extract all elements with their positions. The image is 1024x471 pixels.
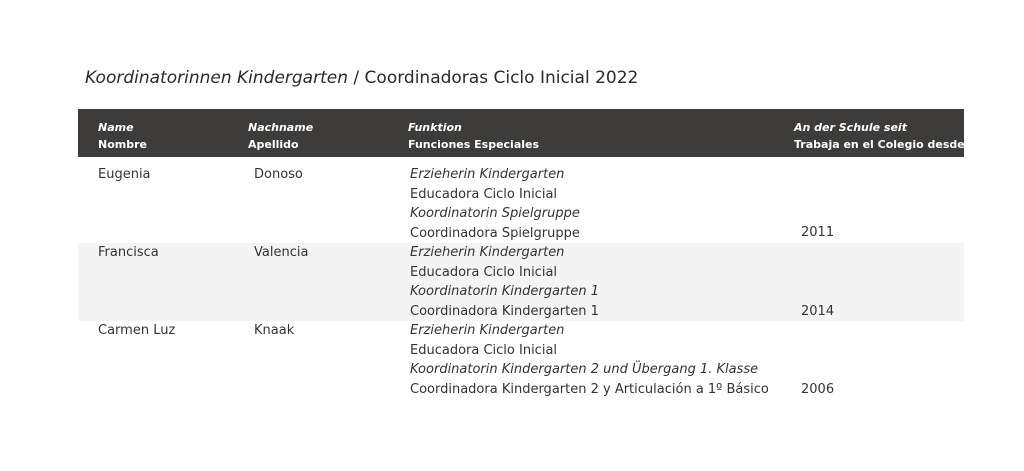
table-header (78, 109, 964, 157)
table-row (78, 157, 964, 243)
cell-name: Eugenia (98, 167, 151, 182)
cell-surname: Valencia (254, 245, 309, 260)
cell-name: Francisca (98, 245, 159, 260)
title-german: Koordinatorinnen Kindergarten (85, 68, 348, 88)
header-function: Funktion Funciones Especiales (408, 121, 540, 151)
cell-since: 2006 (801, 382, 835, 397)
header-since: An der Schule seit Trabaja en el Colegio desde (794, 121, 965, 151)
cell-since: 2014 (801, 304, 835, 319)
header-surname: Nachname Apellido (248, 121, 314, 151)
title-separator: / (348, 68, 365, 88)
page-title (85, 68, 638, 88)
cell-name: Carmen Luz (98, 323, 176, 338)
coordinators-table (78, 109, 964, 399)
cell-function: Erzieherin Kindergarten Educadora Ciclo Inicial Koordinatorin Spielgruppe Coordinadora Spielgruppe (410, 167, 580, 241)
cell-since: 2011 (801, 225, 835, 240)
table-row (78, 243, 964, 321)
title-spanish: Coordinadoras Ciclo Inicial 2022 (364, 68, 639, 88)
cell-surname: Knaak (254, 323, 295, 338)
header-name: Name Nombre (98, 121, 147, 151)
table-row (78, 321, 964, 399)
cell-function: Erzieherin Kindergarten Educadora Ciclo Inicial Koordinatorin Kindergarten 1 Coordinadora Kindergarten 1 (410, 245, 600, 319)
cell-surname: Donoso (254, 167, 303, 182)
cell-function: Erzieherin Kindergarten Educadora Ciclo Inicial Koordinatorin Kindergarten 2 und Übergang 1. Klasse Coordinadora Kindergarten 2 y Articulación a 1º Básico (410, 323, 769, 397)
